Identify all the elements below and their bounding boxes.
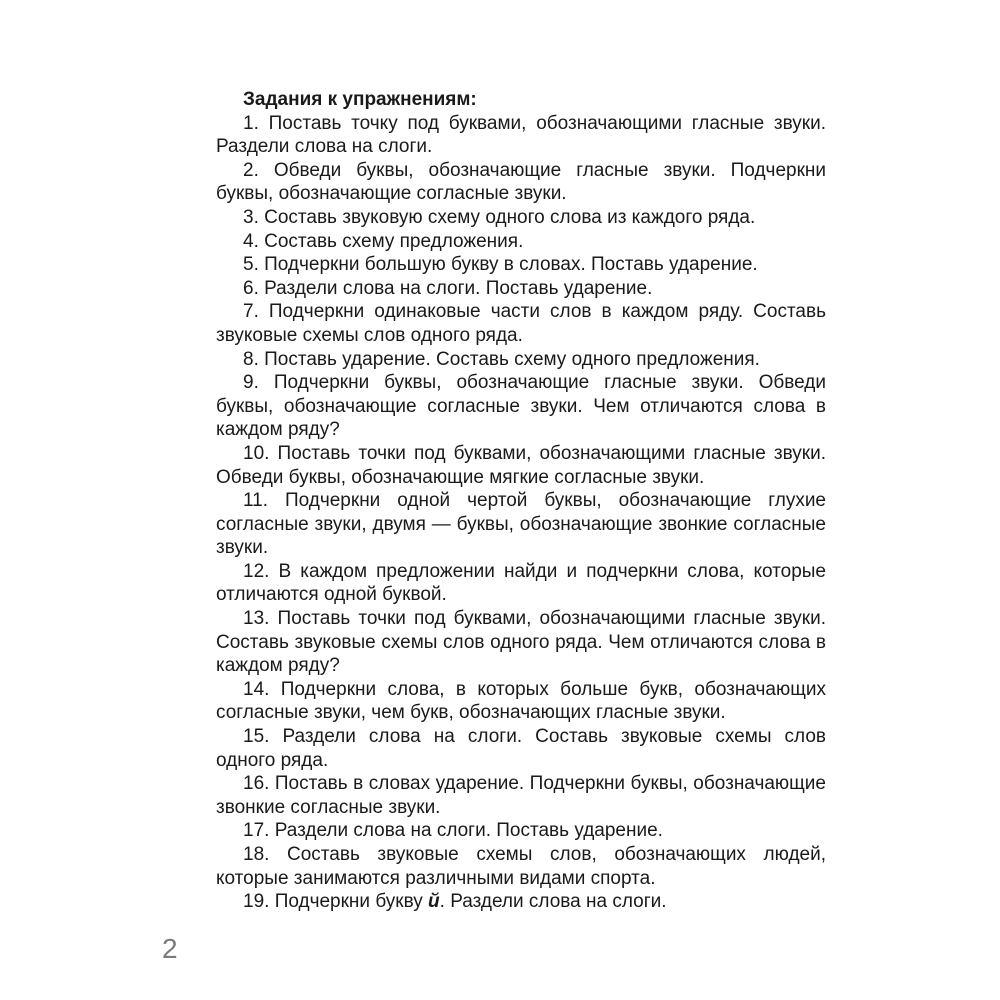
exercise-13: 13. Поставь точки под буквами, обозначающими гласные звуки. Составь звуковые схемы слов одного ряда. Чем отличаются слова в каждом ряду?	[216, 608, 826, 677]
exercise-18: 18. Составь звуковые схемы слов, обозначающих людей, которые занимаются различными видами спорта.	[216, 844, 826, 889]
page-number: 2	[162, 933, 178, 964]
exercise-15: 15. Раздели слова на слоги. Составь звуковые схемы слов одного ряда.	[216, 726, 826, 771]
exercise-instructions	[216, 88, 826, 914]
exercise-14: 14. Подчеркни слова, в которых больше букв, обозначающих согласные звуки, чем букв, обозначающих гласные звуки.	[216, 678, 826, 724]
exercise-1: 1. Поставь точку под буквами, обозначающими гласные звуки. Раздели слова на слоги.	[216, 112, 826, 158]
highlighted-letter: й	[428, 891, 440, 913]
section-heading: Задания к упражнениям:	[243, 89, 477, 110]
exercise-17: 17. Раздели слова на слоги. Поставь ударение.	[243, 820, 663, 842]
exercise-6: 6. Раздели слова на слоги. Поставь ударение.	[243, 277, 653, 299]
exercise-8: 8. Поставь ударение. Составь схему одного предложения.	[243, 348, 760, 370]
exercise-19	[216, 890, 826, 914]
exercise-5: 5. Подчеркни большую букву в словах. Поставь ударение.	[243, 254, 758, 276]
exercise-19-text-before: 19. Подчеркни букву	[243, 891, 429, 913]
exercise-11: 11. Подчеркни одной чертой буквы, обозначающие глухие согласные звуки, двумя — буквы, обозначающие звонкие согласные звуки.	[216, 490, 826, 559]
exercise-12: 12. В каждом предложении найди и подчеркни слова, которые отличаются одной буквой.	[216, 560, 826, 606]
exercise-2: 2. Обведи буквы, обозначающие гласные звуки. Подчеркни буквы, обозначающие согласные звуки.	[216, 159, 826, 205]
exercise-10: 10. Поставь точки под буквами, обозначающими гласные звуки. Обведи буквы, обозначающие мягкие согласные звуки.	[216, 442, 826, 488]
exercise-7: 7. Подчеркни одинаковые части слов в каждом ряду. Составь звуковые схемы слов одного ряда.	[216, 301, 826, 346]
exercise-16: 16. Поставь в словах ударение. Подчеркни буквы, обозначающие звонкие согласные звуки.	[216, 773, 826, 818]
exercise-9: 9. Подчеркни буквы, обозначающие гласные звуки. Обведи буквы, обозначающие согласные звуки. Чем отличаются слова в каждом ряду?	[216, 372, 826, 441]
exercise-19-text-after: . Раздели слова на слоги.	[439, 891, 667, 913]
exercise-4: 4. Составь схему предложения.	[243, 230, 524, 252]
exercise-3: 3. Составь звуковую схему одного слова из каждого ряда.	[243, 206, 756, 228]
